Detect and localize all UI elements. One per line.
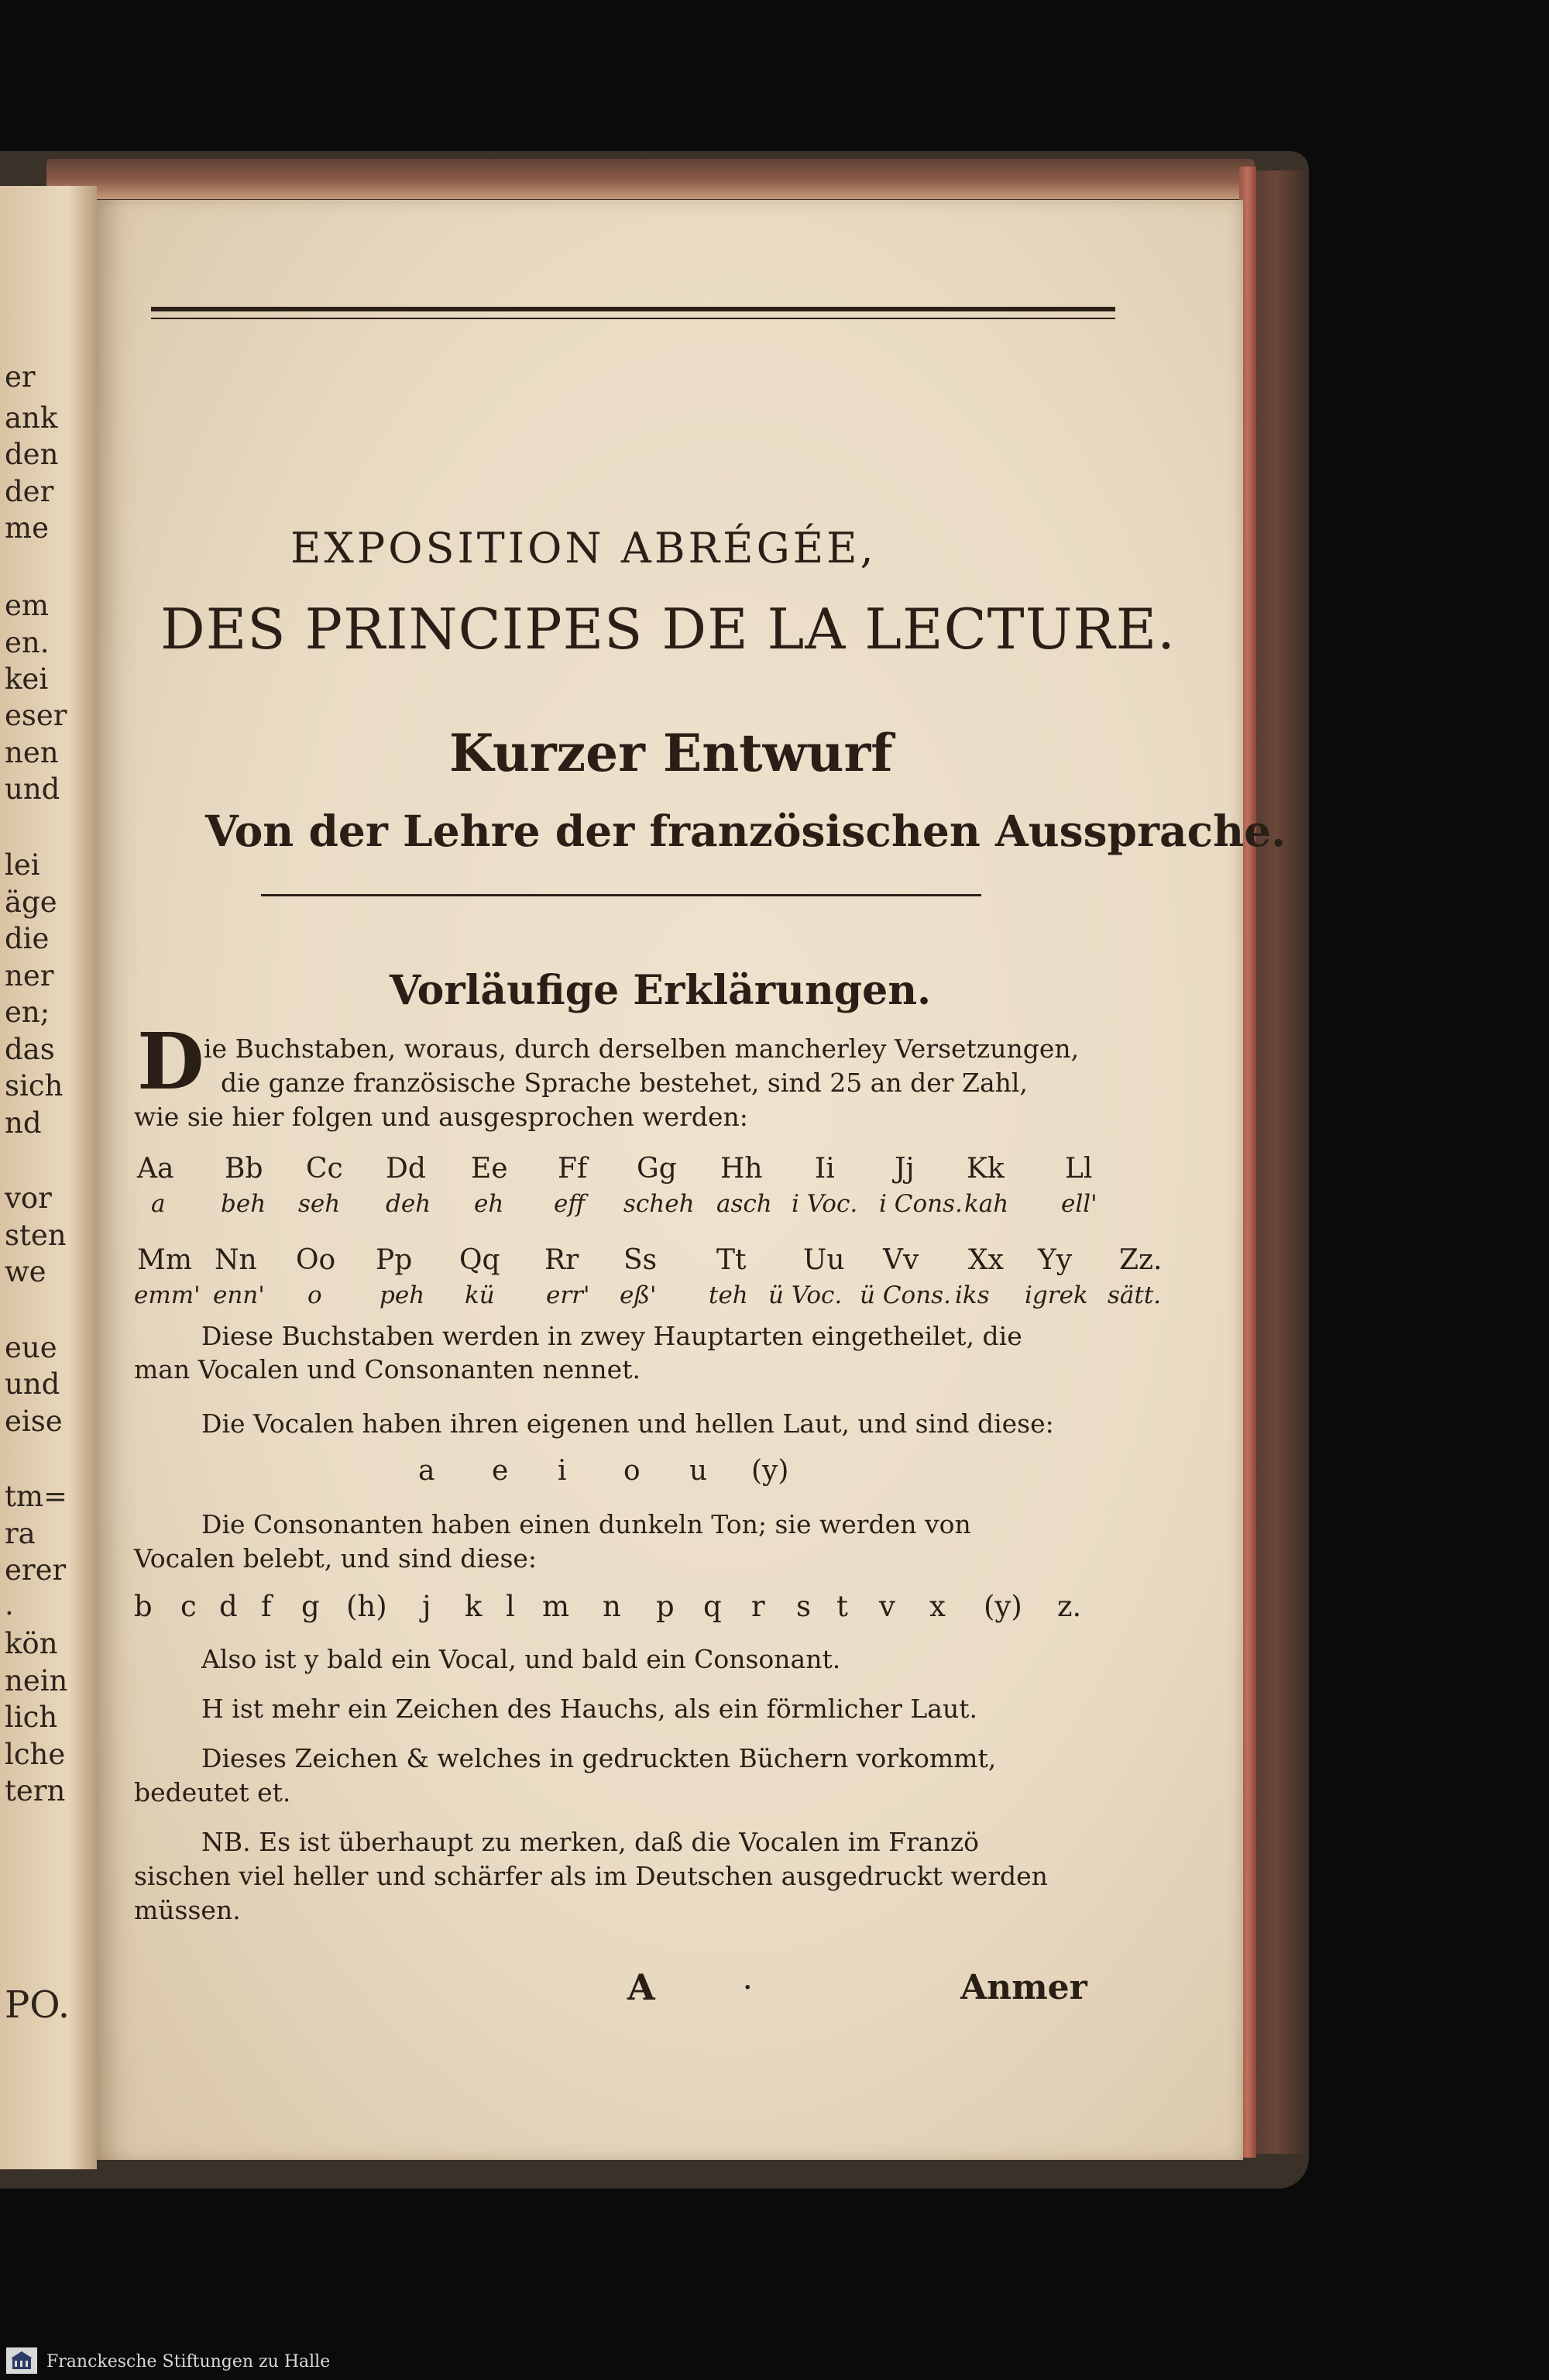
left-page-fragment: ank bbox=[5, 401, 58, 435]
paragraph-3-line-1: Die Consonanten haben einen dunkeln Ton; sie werden von bbox=[201, 1509, 971, 1539]
alphabet-letter: Aa bbox=[137, 1153, 174, 1185]
signature-mark: A bbox=[627, 1966, 655, 2008]
paragraph-1-line-2: man Vocalen und Consonanten nennet. bbox=[134, 1354, 641, 1384]
alphabet-letter: Rr bbox=[544, 1244, 579, 1276]
left-page-fragment: we bbox=[5, 1255, 46, 1288]
alphabet-letter: Ff bbox=[558, 1153, 588, 1185]
vowel-letter: (y) bbox=[751, 1455, 789, 1487]
left-page-fragment: äge bbox=[5, 886, 57, 919]
left-page-fragment: en; bbox=[5, 996, 50, 1029]
left-page-fragment: das bbox=[5, 1033, 55, 1066]
signature-dot: · bbox=[744, 1974, 752, 2001]
german-title-line-1: Kurzer Entwurf bbox=[449, 723, 893, 783]
alphabet-pronunciation: kah bbox=[964, 1190, 1009, 1218]
left-page-fragment: eue bbox=[5, 1331, 57, 1364]
alphabet-letter: Oo bbox=[296, 1244, 336, 1276]
vowel-letter: u bbox=[689, 1455, 708, 1487]
alphabet-letter: Zz. bbox=[1119, 1244, 1163, 1276]
left-page-fragment: ra bbox=[5, 1517, 36, 1550]
left-page-fragment: sich bbox=[5, 1069, 64, 1102]
alphabet-pronunciation: i Voc. bbox=[792, 1190, 858, 1218]
consonant-letter: c bbox=[180, 1590, 197, 1623]
title-line-1: EXPOSITION ABRÉGÉE, bbox=[290, 524, 877, 573]
consonant-letter: x bbox=[929, 1590, 946, 1623]
alphabet-pronunciation: ü Voc. bbox=[768, 1281, 843, 1309]
consonant-letter: (y) bbox=[984, 1590, 1022, 1623]
top-rule-thick bbox=[151, 307, 1115, 311]
alphabet-letter: Vv bbox=[883, 1244, 919, 1276]
alphabet-pronunciation: eff bbox=[554, 1190, 586, 1218]
attribution-text: Franckesche Stiftungen zu Halle bbox=[46, 2352, 331, 2371]
alphabet-letter: Hh bbox=[720, 1153, 763, 1185]
paragraph-7-line-2: sischen viel heller und schärfer als im Deutschen ausgedruckt werden bbox=[134, 1861, 1048, 1891]
alphabet-pronunciation: eß' bbox=[620, 1281, 657, 1309]
alphabet-pronunciation: i Cons. bbox=[879, 1190, 963, 1218]
alphabet-pronunciation: ell' bbox=[1061, 1190, 1097, 1218]
alphabet-pronunciation: eh bbox=[474, 1190, 504, 1218]
alphabet-letter: Mm bbox=[137, 1244, 192, 1276]
left-page-fragment: sten bbox=[5, 1219, 67, 1252]
left-page bbox=[0, 186, 97, 2169]
alphabet-pronunciation: kü bbox=[465, 1281, 495, 1309]
alphabet-letter: Uu bbox=[803, 1244, 845, 1276]
left-page-fragment: nein bbox=[5, 1664, 68, 1697]
german-title-line-2: Von der Lehre der französischen Aussprache. bbox=[205, 806, 1286, 856]
alphabet-letter: Dd bbox=[386, 1153, 426, 1185]
consonant-letter: (h) bbox=[346, 1590, 387, 1623]
alphabet-pronunciation: peh bbox=[380, 1281, 425, 1309]
intro-line-3: wie sie hier folgen und ausgesprochen werden: bbox=[134, 1102, 748, 1132]
left-page-fragment: lei bbox=[5, 848, 40, 882]
left-page-fragment: me bbox=[5, 511, 49, 545]
title-line-2: DES PRINCIPES DE LA LECTURE. bbox=[160, 597, 1176, 662]
book-top-edge bbox=[46, 159, 1255, 199]
book-page bbox=[97, 200, 1286, 2160]
left-page-fragment: vor bbox=[5, 1181, 52, 1215]
alphabet-pronunciation: a bbox=[151, 1190, 166, 1218]
intro-line-1: ie Buchstaben, woraus, durch derselben mancherley Versetzungen, bbox=[204, 1034, 1080, 1064]
alphabet-pronunciation: seh bbox=[298, 1190, 341, 1218]
left-page-fragment: und bbox=[5, 1367, 60, 1401]
alphabet-pronunciation: enn' bbox=[213, 1281, 265, 1309]
alphabet-pronunciation: igrek bbox=[1025, 1281, 1088, 1309]
alphabet-pronunciation: ü Cons. bbox=[860, 1281, 951, 1309]
alphabet-pronunciation: teh bbox=[709, 1281, 748, 1309]
consonant-letter: t bbox=[836, 1590, 848, 1623]
vowel-letter: i bbox=[558, 1455, 567, 1487]
left-page-fragment: die bbox=[5, 922, 50, 955]
left-page-fragment: PO. bbox=[5, 1983, 70, 2027]
left-page-fragment: lich bbox=[5, 1701, 58, 1734]
left-page-fragment: tern bbox=[5, 1774, 66, 1807]
left-page-fragment: lche bbox=[5, 1738, 66, 1771]
alphabet-letter: Cc bbox=[306, 1153, 343, 1185]
consonant-letter: p bbox=[656, 1590, 675, 1623]
consonant-letter: v bbox=[879, 1590, 895, 1623]
paragraph-7-line-3: müssen. bbox=[134, 1895, 241, 1925]
alphabet-letter: Ll bbox=[1065, 1153, 1093, 1185]
consonant-letter: s bbox=[796, 1590, 811, 1623]
alphabet-pronunciation: deh bbox=[386, 1190, 431, 1218]
left-page-fragment: eser bbox=[5, 699, 67, 732]
title-divider bbox=[261, 894, 981, 896]
consonant-letter: r bbox=[751, 1590, 765, 1623]
alphabet-letter: Qq bbox=[459, 1244, 500, 1276]
alphabet-letter: Jj bbox=[895, 1153, 915, 1185]
paragraph-1-line-1: Diese Buchstaben werden in zwey Hauptarten eingetheilet, die bbox=[201, 1321, 1022, 1351]
consonant-letter: j bbox=[422, 1590, 431, 1623]
alphabet-letter: Tt bbox=[716, 1244, 747, 1276]
alphabet-letter: Gg bbox=[637, 1153, 677, 1185]
alphabet-pronunciation: o bbox=[307, 1281, 322, 1309]
alphabet-pronunciation: iks bbox=[955, 1281, 990, 1309]
left-page-fragment: . bbox=[5, 1588, 14, 1622]
drop-cap-initial: D bbox=[137, 1016, 204, 1107]
left-page-fragment: nen bbox=[5, 736, 59, 769]
alphabet-pronunciation: err' bbox=[546, 1281, 590, 1309]
alphabet-letter: Ii bbox=[815, 1153, 835, 1185]
alphabet-letter: Ss bbox=[623, 1244, 658, 1276]
paragraph-4: Also ist y bald ein Vocal, und bald ein Consonant. bbox=[201, 1644, 841, 1674]
vowel-letter: e bbox=[492, 1455, 509, 1487]
paragraph-6-line-1: Dieses Zeichen & welches in gedruckten Büchern vorkommt, bbox=[201, 1743, 997, 1773]
alphabet-letter: Bb bbox=[225, 1153, 263, 1185]
consonant-letter: l bbox=[506, 1590, 515, 1623]
alphabet-pronunciation: scheh bbox=[623, 1190, 695, 1218]
alphabet-letter: Xx bbox=[968, 1244, 1004, 1276]
paragraph-5: H ist mehr ein Zeichen des Hauchs, als ein förmlicher Laut. bbox=[201, 1694, 977, 1724]
vowel-letter: a bbox=[418, 1455, 435, 1487]
left-page-fragment: der bbox=[5, 475, 54, 508]
building-icon bbox=[6, 2347, 37, 2374]
alphabet-letter: Pp bbox=[376, 1244, 413, 1276]
alphabet-letter: Ee bbox=[471, 1153, 508, 1185]
consonant-letter: m bbox=[542, 1590, 570, 1623]
left-page-fragment: ner bbox=[5, 959, 54, 992]
consonant-letter: g bbox=[301, 1590, 320, 1623]
left-page-fragment: erer bbox=[5, 1553, 67, 1587]
paragraph-2: Die Vocalen haben ihren eigenen und hellen Laut, und sind diese: bbox=[201, 1408, 1054, 1439]
paragraph-3-line-2: Vocalen belebt, und sind diese: bbox=[134, 1543, 538, 1573]
catchword: Anmer bbox=[960, 1968, 1087, 2007]
left-page-fragment: tm= bbox=[5, 1480, 67, 1513]
left-page-fragment: und bbox=[5, 772, 60, 806]
alphabet-pronunciation: sätt. bbox=[1108, 1281, 1162, 1309]
paragraph-6-line-2: bedeutet et. bbox=[134, 1777, 291, 1807]
alphabet-letter: Nn bbox=[215, 1244, 257, 1276]
institution-logo bbox=[6, 2347, 37, 2374]
alphabet-pronunciation: beh bbox=[221, 1190, 266, 1218]
left-page-fragment: kön bbox=[5, 1627, 58, 1660]
left-page-fragment: en. bbox=[5, 626, 50, 659]
consonant-letter: q bbox=[703, 1590, 722, 1623]
alphabet-pronunciation: asch bbox=[716, 1190, 772, 1218]
vowel-letter: o bbox=[623, 1455, 641, 1487]
consonant-letter: f bbox=[261, 1590, 272, 1623]
consonant-letter: b bbox=[134, 1590, 153, 1623]
left-page-fragment: er bbox=[5, 360, 36, 394]
consonant-letter: z. bbox=[1057, 1590, 1082, 1623]
left-page-fragment: em bbox=[5, 589, 49, 622]
consonant-letter: d bbox=[219, 1590, 238, 1623]
intro-line-2: die ganze französische Sprache bestehet, sind 25 an der Zahl, bbox=[221, 1068, 1028, 1098]
left-page-fragment: den bbox=[5, 438, 59, 471]
alphabet-letter: Kk bbox=[967, 1153, 1005, 1185]
paragraph-7-line-1: NB. Es ist überhaupt zu merken, daß die Vocalen im Franzö bbox=[201, 1827, 979, 1857]
alphabet-letter: Yy bbox=[1038, 1244, 1073, 1276]
consonant-letter: n bbox=[603, 1590, 621, 1623]
top-rule-thin bbox=[151, 318, 1115, 319]
left-page-fragment: nd bbox=[5, 1106, 42, 1140]
left-page-fragment: eise bbox=[5, 1405, 63, 1438]
alphabet-pronunciation: emm' bbox=[134, 1281, 201, 1309]
consonant-letter: k bbox=[465, 1590, 483, 1623]
left-page-fragment: kei bbox=[5, 662, 49, 696]
section-heading: Vorläufige Erklärungen. bbox=[390, 967, 932, 1014]
